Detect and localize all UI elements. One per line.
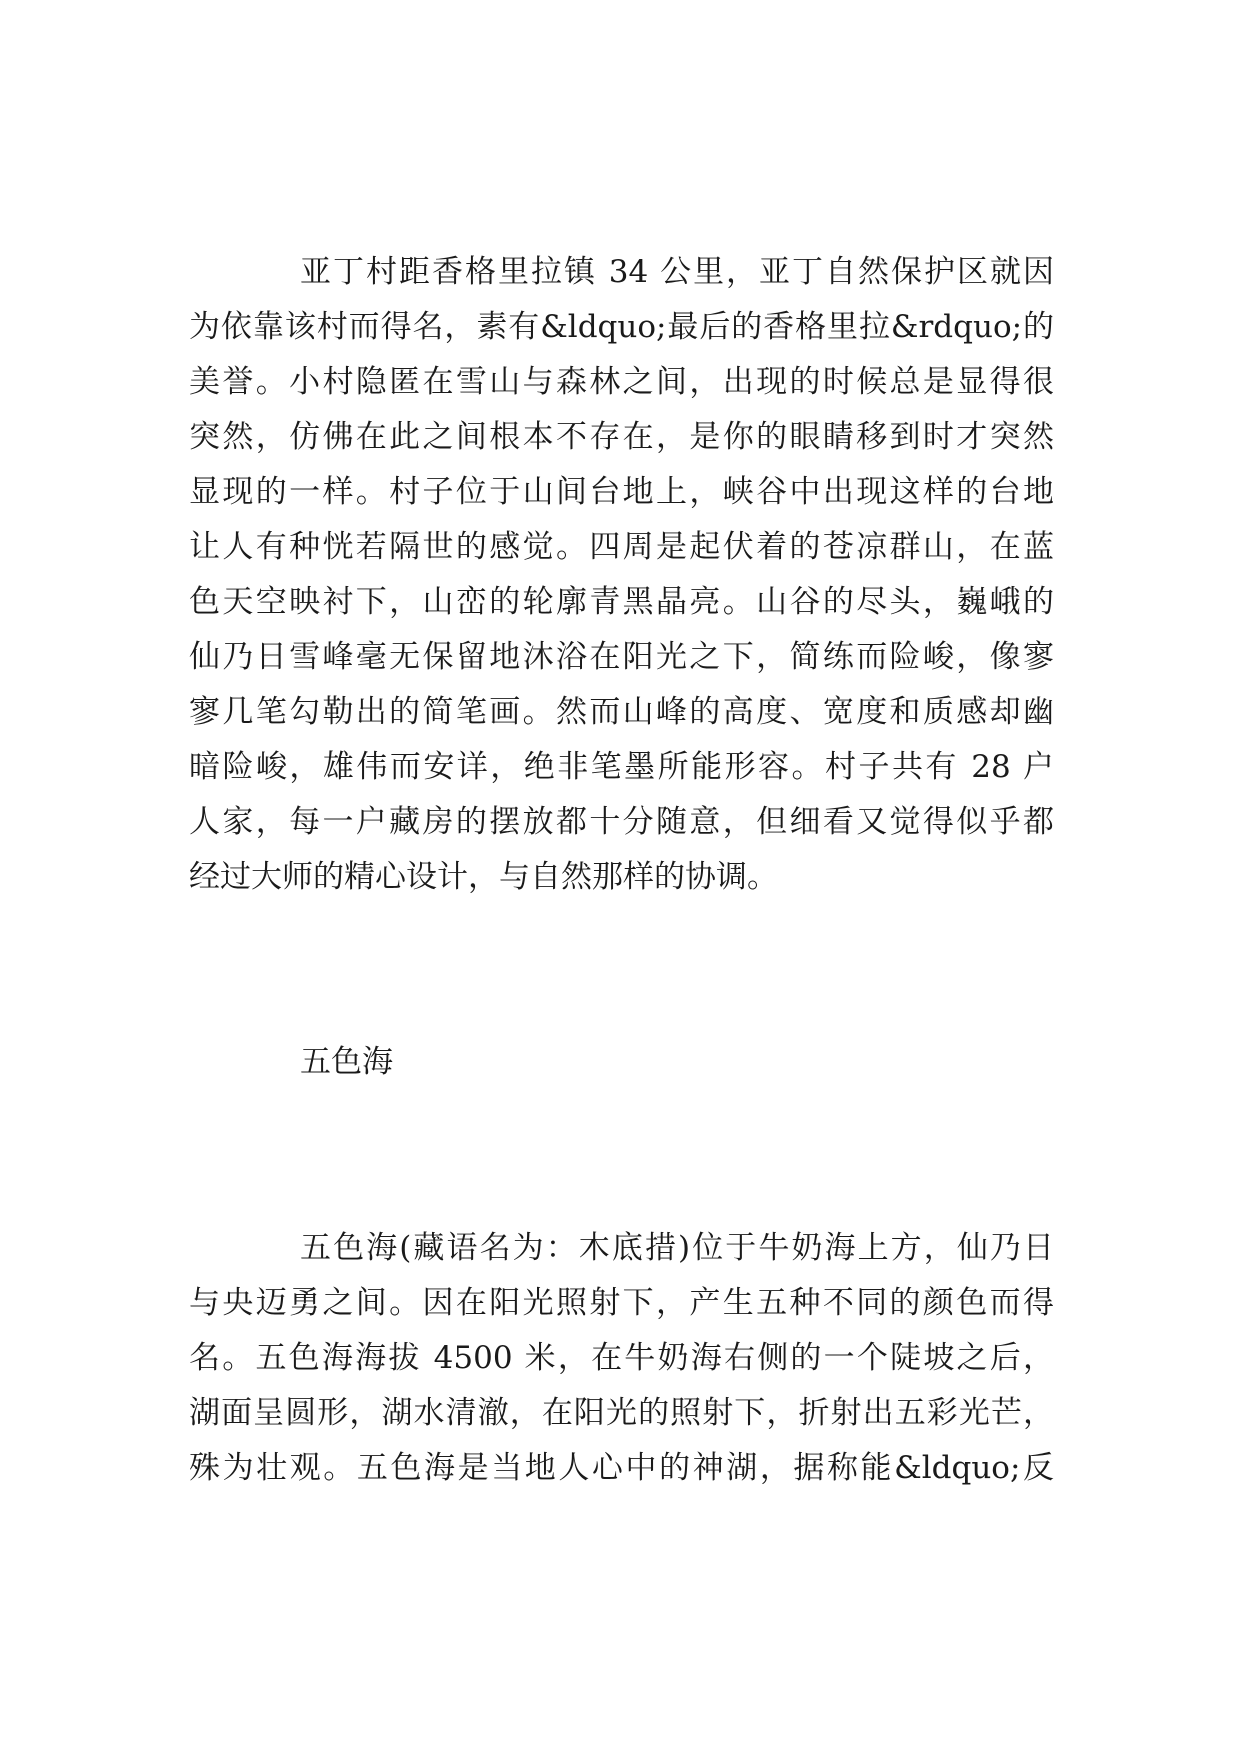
paragraph1-line-6: 让人有种恍若隔世的感觉。四周是起伏着的苍凉群山，在蓝: [189, 529, 1054, 565]
paragraph1-line-11: 人家，每一户藏房的摆放都十分随意，但细看又觉得似乎都: [189, 804, 1054, 840]
paragraph2-line-5: 殊为壮观。五色海是当地人心中的神湖，据称能&ldquo;反: [189, 1450, 1054, 1486]
paragraph1-line-4: 突然，仿佛在此之间根本不存在，是你的眼睛移到时才突然: [189, 419, 1054, 455]
paragraph1-line-10: 暗险峻，雄伟而安详，绝非笔墨所能形容。村子共有 28 户: [189, 749, 1054, 785]
section-heading: 五色海: [300, 1044, 393, 1080]
paragraph1-line-1: 亚丁村距香格里拉镇 34 公里，亚丁自然保护区就因: [300, 254, 1054, 290]
paragraph1-line-5: 显现的一样。村子位于山间台地上，峡谷中出现这样的台地: [189, 474, 1054, 510]
paragraph2-line-1: 五色海(藏语名为：木底措)位于牛奶海上方，仙乃日: [300, 1230, 1054, 1266]
paragraph1-line-9: 寥几笔勾勒出的简笔画。然而山峰的高度、宽度和质感却幽: [189, 694, 1054, 730]
paragraph2-line-4: 湖面呈圆形，湖水清澈，在阳光的照射下，折射出五彩光芒，: [189, 1395, 1054, 1431]
paragraph1-line-2: 为依靠该村而得名，素有&ldquo;最后的香格里拉&rdquo;的: [189, 309, 1054, 345]
paragraph1-line-12: 经过大师的精心设计，与自然那样的协调。: [189, 859, 778, 895]
paragraph1-line-8: 仙乃日雪峰毫无保留地沐浴在阳光之下，简练而险峻，像寥: [189, 639, 1054, 675]
paragraph2-line-3: 名。五色海海拔 4500 米，在牛奶海右侧的一个陡坡之后，: [189, 1340, 1054, 1376]
paragraph1-line-7: 色天空映衬下，山峦的轮廓青黑晶亮。山谷的尽头，巍峨的: [189, 584, 1054, 620]
paragraph1-line-3: 美誉。小村隐匿在雪山与森林之间，出现的时候总是显得很: [189, 364, 1054, 400]
paragraph2-line-2: 与央迈勇之间。因在阳光照射下，产生五种不同的颜色而得: [189, 1285, 1054, 1321]
